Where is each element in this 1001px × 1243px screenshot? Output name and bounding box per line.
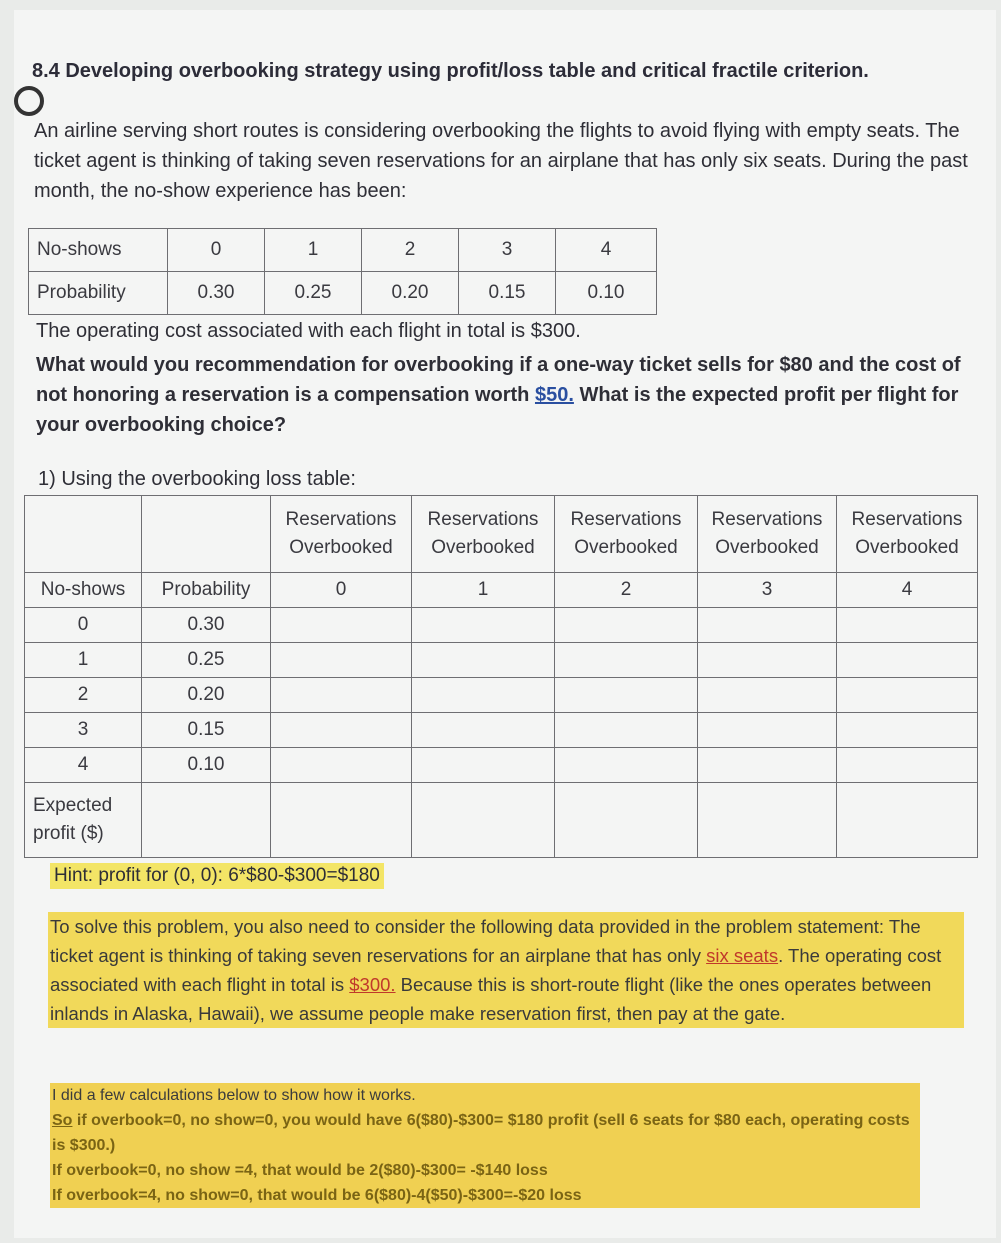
profit-cell[interactable] <box>555 608 698 643</box>
page-title: 8.4 Developing overbooking strategy using profit/loss table and critical fractile criterion. <box>32 60 869 82</box>
row-probability: 0.25 <box>142 643 271 678</box>
profit-cell[interactable] <box>837 678 978 713</box>
expected-profit-cell[interactable] <box>837 783 978 858</box>
profit-cell[interactable] <box>837 643 978 678</box>
header-line1: Reservations <box>851 509 963 530</box>
note-part2: . The operating cost associated with each flight in total is <box>50 945 942 995</box>
note-part3: Because this is short-route flight (like the ones operates between inlands in Alaska, Hawaii), we assume people make reservation first, then pay at the gate. <box>50 974 932 1024</box>
table-row <box>25 748 978 783</box>
no-show-cell: 3 <box>459 229 556 272</box>
no-shows-column-label: No-shows <box>25 573 142 608</box>
header-line2: Overbooked <box>431 537 535 558</box>
empty-cell <box>142 783 271 858</box>
overbooked-count: 1 <box>412 573 555 608</box>
profit-cell[interactable] <box>555 643 698 678</box>
profit-cell[interactable] <box>698 713 837 748</box>
probability-label: Probability <box>29 272 168 315</box>
profit-cell[interactable] <box>412 713 555 748</box>
header-line2: Overbooked <box>574 537 678 558</box>
calc-line-2-text: if overbook=0, no show=0, you would have 6($80)-$300= $180 profit (sell 6 seats for $80 each, operating costs is $300.) <box>52 1112 910 1154</box>
no-show-row <box>29 229 657 272</box>
profit-cell[interactable] <box>271 748 412 783</box>
overbooked-count: 0 <box>271 573 412 608</box>
profit-cell[interactable] <box>837 713 978 748</box>
expected-profit-cell[interactable] <box>412 783 555 858</box>
row-no-shows: 1 <box>25 643 142 678</box>
profit-cell[interactable] <box>412 643 555 678</box>
hint-text: Hint: profit for (0, 0): 6*$80-$300=$180 <box>50 863 384 889</box>
question-part1: What would you recommendation for overbooking if a one-way ticket sells for $80 and the cost of not honoring a reservation is a compensation worth <box>36 354 961 406</box>
table-row <box>25 713 978 748</box>
row-probability: 0.30 <box>142 608 271 643</box>
no-show-cell: 4 <box>556 229 657 272</box>
no-show-cell: 2 <box>362 229 459 272</box>
no-show-cell: 0 <box>168 229 265 272</box>
overbooked-header <box>698 496 837 573</box>
table-row <box>25 643 978 678</box>
probability-column-label: Probability <box>142 573 271 608</box>
calc-line-4: If overbook=4, no show=0, that would be 6($80)-4($50)-$300=-$20 loss <box>52 1187 582 1204</box>
profit-cell[interactable] <box>555 748 698 783</box>
problem-intro: An airline serving short routes is considering overbooking the flights to avoid flying with empty seats. The ticket agent is thinking of taking seven reservations for an airplane that has only six seats. During the past month, the no-show experience has been: <box>34 120 968 202</box>
profit-cell[interactable] <box>271 643 412 678</box>
expected-profit-cell[interactable] <box>555 783 698 858</box>
row-probability: 0.10 <box>142 748 271 783</box>
compensation-link[interactable]: $50. <box>534 384 574 406</box>
row-probability: 0.15 <box>142 713 271 748</box>
profit-cell[interactable] <box>698 643 837 678</box>
row-no-shows: 4 <box>25 748 142 783</box>
overbooked-count: 3 <box>698 573 837 608</box>
header-line2: Overbooked <box>855 537 959 558</box>
header-line1: Reservations <box>711 509 823 530</box>
profit-cell[interactable] <box>271 713 412 748</box>
expected-profit-row <box>25 783 978 858</box>
profit-cell[interactable] <box>271 678 412 713</box>
header-line1: Reservations <box>570 509 682 530</box>
overbooking-loss-table <box>24 495 978 858</box>
empty-header <box>25 496 142 573</box>
six-seats-link: six seats <box>706 945 779 966</box>
empty-header <box>142 496 271 573</box>
header-line2: Overbooked <box>715 537 819 558</box>
calculation-notes <box>50 1083 920 1208</box>
expected-profit-cell[interactable] <box>271 783 412 858</box>
probability-cell: 0.10 <box>556 272 657 315</box>
row-probability: 0.20 <box>142 678 271 713</box>
profit-cell[interactable] <box>412 608 555 643</box>
expected-label-line2: profit ($) <box>33 823 104 844</box>
profit-cell[interactable] <box>555 678 698 713</box>
row-no-shows: 2 <box>25 678 142 713</box>
overbooked-header <box>837 496 978 573</box>
probability-row <box>29 272 657 315</box>
calc-line-3: If overbook=0, no show =4, that would be 2($80)-$300= -$140 loss <box>52 1162 548 1179</box>
table-row <box>25 608 978 643</box>
no-show-cell: 1 <box>265 229 362 272</box>
probability-cell: 0.30 <box>168 272 265 315</box>
header-line1: Reservations <box>285 509 397 530</box>
overbooked-count: 2 <box>555 573 698 608</box>
profit-cell[interactable] <box>412 678 555 713</box>
row-no-shows: 0 <box>25 608 142 643</box>
calc-line-2 <box>52 1108 918 1158</box>
expected-profit-cell[interactable] <box>698 783 837 858</box>
probability-cell: 0.15 <box>459 272 556 315</box>
profit-cell[interactable] <box>698 678 837 713</box>
profit-cell[interactable] <box>837 748 978 783</box>
expected-profit-label <box>25 783 142 858</box>
probability-cell: 0.25 <box>265 272 362 315</box>
profit-cell[interactable] <box>698 748 837 783</box>
using-loss-table-label: 1) Using the overbooking loss table: <box>38 468 356 490</box>
header-line1: Reservations <box>427 509 539 530</box>
probability-cell: 0.20 <box>362 272 459 315</box>
calc-so: So <box>52 1112 73 1129</box>
profit-cell[interactable] <box>412 748 555 783</box>
expected-label-line1: Expected <box>33 795 113 816</box>
table-row <box>25 678 978 713</box>
cost-link: $300. <box>349 974 396 995</box>
overbooked-header <box>271 496 412 573</box>
highlighted-note <box>48 912 964 1028</box>
header-row <box>25 496 978 573</box>
operating-cost-text: The operating cost associated with each flight in total is $300. <box>36 320 581 342</box>
profit-cell[interactable] <box>555 713 698 748</box>
overbooked-header <box>555 496 698 573</box>
no-show-table <box>28 228 657 315</box>
column-label-row <box>25 573 978 608</box>
row-no-shows: 3 <box>25 713 142 748</box>
note-part1: To solve this problem, you also need to consider the following data provided in the problem statement: The ticket agent is thinking of taking seven reservations for an airplane that has only <box>50 916 921 966</box>
question-text <box>36 350 966 440</box>
profit-cell[interactable] <box>271 608 412 643</box>
circle-mark-icon <box>14 86 44 116</box>
question-part2: What is the expected profit per flight for your overbooking choice? <box>36 384 959 436</box>
profit-cell[interactable] <box>698 608 837 643</box>
header-line2: Overbooked <box>289 537 393 558</box>
calc-line-1: I did a few calculations below to show how it works. <box>52 1087 416 1104</box>
overbooked-count: 4 <box>837 573 978 608</box>
overbooked-header <box>412 496 555 573</box>
profit-cell[interactable] <box>837 608 978 643</box>
no-shows-label: No-shows <box>29 229 168 272</box>
